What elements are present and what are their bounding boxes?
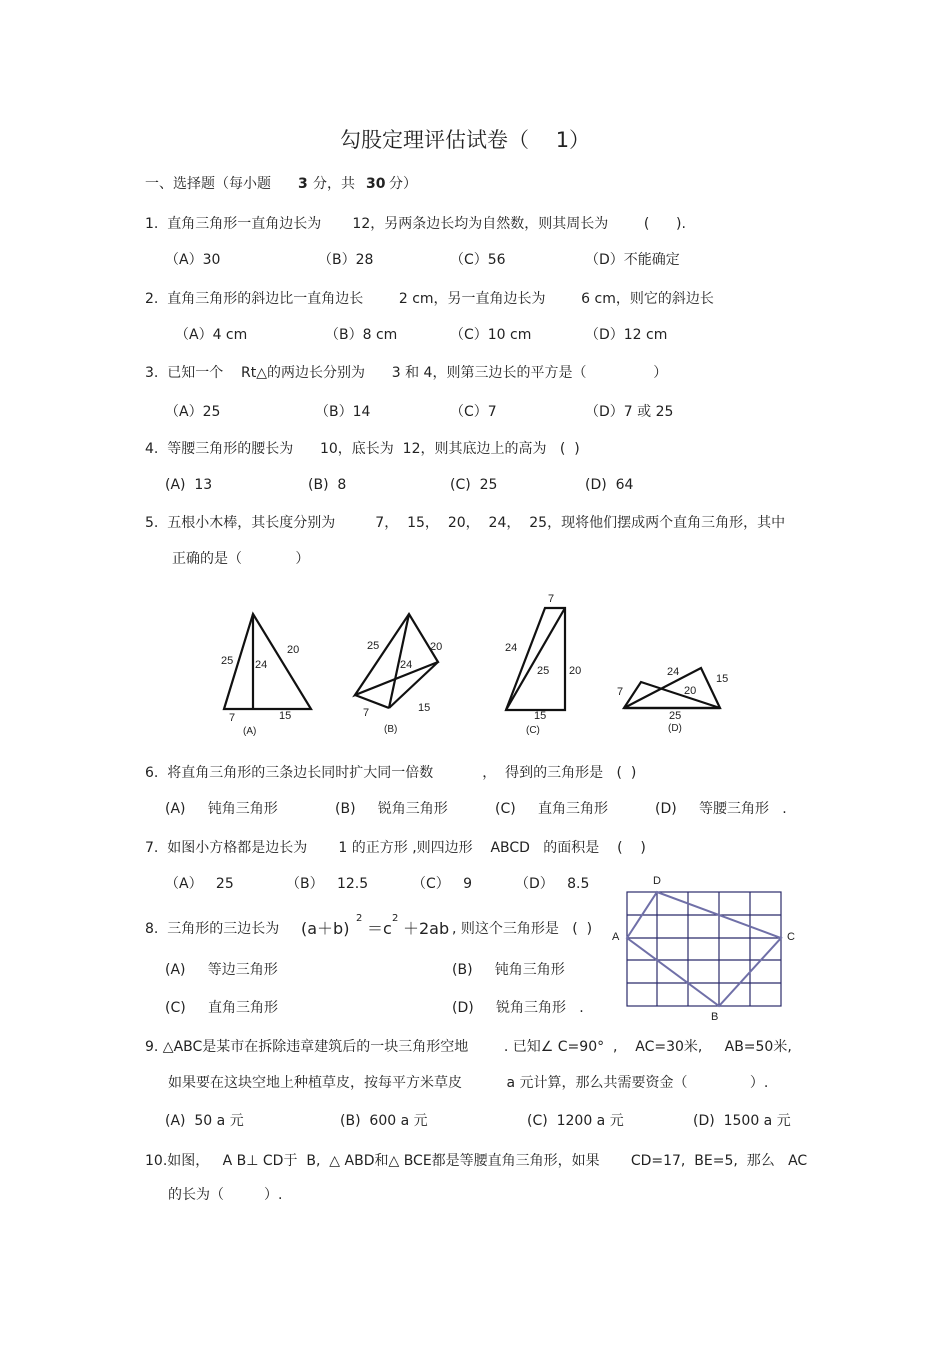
figure-c-caption: (C) [526,725,540,736]
figure-a-label-7: 7 [229,712,236,724]
figure-b-label-7: 7 [363,707,370,719]
q1-option-d: （D）不能确定 [585,252,680,268]
figure-c-label-24: 24 [505,642,518,654]
q1-option-a: （A）30 [165,252,221,268]
q7-option-b: （B） 12.5 [286,876,369,892]
question-10-stem: 10.如图， A B⊥ CD于 B, △ ABD和△ BCE都是等腰直角三角形，如果 CD=17, BE=5, 那么 AC [145,1153,808,1169]
q6-option-d: (D) 等腰三角形 . [655,801,787,817]
q8-option-c: (C) 直角三角形 [165,1000,278,1016]
figure-a-label-25: 25 [221,655,234,667]
question-5-stem: 5. 五根小木棒，其长度分别为 7， 15， 20， 24， 25，现将他们摆成两个直角三角形，其中 [145,515,786,531]
q2-option-c: （C）10 cm [450,327,532,343]
q8-option-d: (D) 锐角三角形 . [452,1000,584,1016]
q9-option-a: (A) 50 a 元 [165,1113,244,1129]
q8-formula-rest: ＋2ab [403,919,450,938]
q6-option-a: (A) 钝角三角形 [165,801,278,817]
q1-option-c: （C）56 [450,252,506,268]
q3-option-c: （C）7 [450,404,497,420]
figure-b-label-24: 24 [400,659,413,671]
question-9-stem-cont: 如果要在这块空地上种植草皮，按每平方米草皮 a 元计算，那么共需要资金（ ）. [168,1075,769,1091]
figure-a-label-15: 15 [279,710,292,722]
question-10-stem-cont: 的长为（ ）. [168,1187,283,1203]
question-8-prefix: 8. 三角形的三边长为 [145,921,280,937]
figure-b-label-20: 20 [430,641,443,653]
question-9-stem: 9. △ABC是某市在拆除违章建筑后的一块三角形空地 . 已知∠ C=90° , AC=30米, AB=50米, [145,1039,792,1055]
vertex-a-label: A [612,931,620,943]
figure-d-label-25: 25 [669,710,682,722]
q2-option-a: （A）4 cm [175,327,248,343]
q8-option-a: (A) 等边三角形 [165,962,278,978]
figure-d-caption: (D) [668,723,682,734]
section-per-score: 3 [298,176,308,192]
figure-c-label-15: 15 [534,710,547,722]
vertex-c-label: C [787,931,795,943]
figure-d-label-20: 20 [684,685,697,697]
question-1-stem: 1. 直角三角形一直角边长为 12，另两条边长均为自然数，则其周长为 ( ). [145,216,686,232]
q9-option-b: (B) 600 a 元 [340,1113,428,1129]
q1-option-b: （B）28 [318,252,374,268]
q8-formula-eq: ＝c [367,919,392,938]
question-8-suffix: , 则这个三角形是 ( ) [452,921,593,937]
q8-formula-exp2: 2 [392,913,399,924]
q2-option-b: （B）8 cm [325,327,398,343]
q7-option-d: （D） 8.5 [515,876,590,892]
q6-option-c: (C) 直角三角形 [495,801,608,817]
question-7-stem: 7. 如图小方格都是边长为 1 的正方形 ,则四边形 ABCD 的面积是 ( ) [145,840,646,856]
q4-option-a: (A) 13 [165,477,213,493]
q9-option-c: (C) 1200 a 元 [527,1113,624,1129]
q3-option-d: （D）7 或 25 [585,404,674,420]
figure-b-caption: (B) [384,724,398,735]
quadrilateral-abcd [627,892,781,1006]
q7-option-a: （A） 25 [165,876,234,892]
figure-d-label-7: 7 [617,686,624,698]
q3-option-b: （B）14 [315,404,371,420]
q4-option-b: (B) 8 [308,477,347,493]
question-2-stem: 2. 直角三角形的斜边比一直角边长 2 cm，另一直角边长为 6 cm，则它的斜边长 [145,291,714,307]
figure-c-label-7: 7 [548,593,555,605]
q4-option-c: (C) 25 [450,477,498,493]
question-4-stem: 4. 等腰三角形的腰长为 10，底长为 12，则其底边上的高为 ( ) [145,441,580,457]
q2-option-d: （D）12 cm [585,327,668,343]
figure-a-caption: (A) [243,726,257,737]
q7-option-c: （C） 9 [412,876,473,892]
figure-a-label-24: 24 [255,659,268,671]
vertex-d-label: D [653,875,661,887]
q6-option-b: (B) 锐角三角形 [335,801,448,817]
figure-a-label-20: 20 [287,644,300,656]
figure-b-label-15: 15 [418,702,431,714]
figure-d-label-24: 24 [667,666,680,678]
section-score-unit: 分，共 [313,176,355,192]
page-title: 勾股定理评估试卷（ 1） [340,128,591,152]
q4-option-d: (D) 64 [585,477,634,493]
q8-option-b: (B) 钝角三角形 [452,962,565,978]
q8-formula-exp1: 2 [356,913,363,924]
figure-c-label-25: 25 [537,665,550,677]
q9-option-d: (D) 1500 a 元 [693,1113,791,1129]
figure-b-label-25: 25 [367,640,380,652]
section-total: 30 [366,176,386,192]
vertex-b-label: B [711,1011,719,1023]
question-3-stem: 3. 已知一个 Rt△的两边长分别为 3 和 4，则第三边长的平方是（ ） [145,365,668,381]
figure-c-label-20: 20 [569,665,582,677]
figure-d-label-15: 15 [716,673,729,685]
section-label: 一、选择题（每小题 [145,176,271,192]
section-total-unit: 分） [389,176,417,192]
question-5-stem-cont: 正确的是（ ） [172,551,310,567]
question-6-stem: 6. 将直角三角形的三条边长同时扩大同一倍数 ， 得到的三角形是 ( ) [145,765,637,781]
q8-formula-base: (a＋b) [301,919,350,938]
q3-option-a: （A）25 [165,404,221,420]
